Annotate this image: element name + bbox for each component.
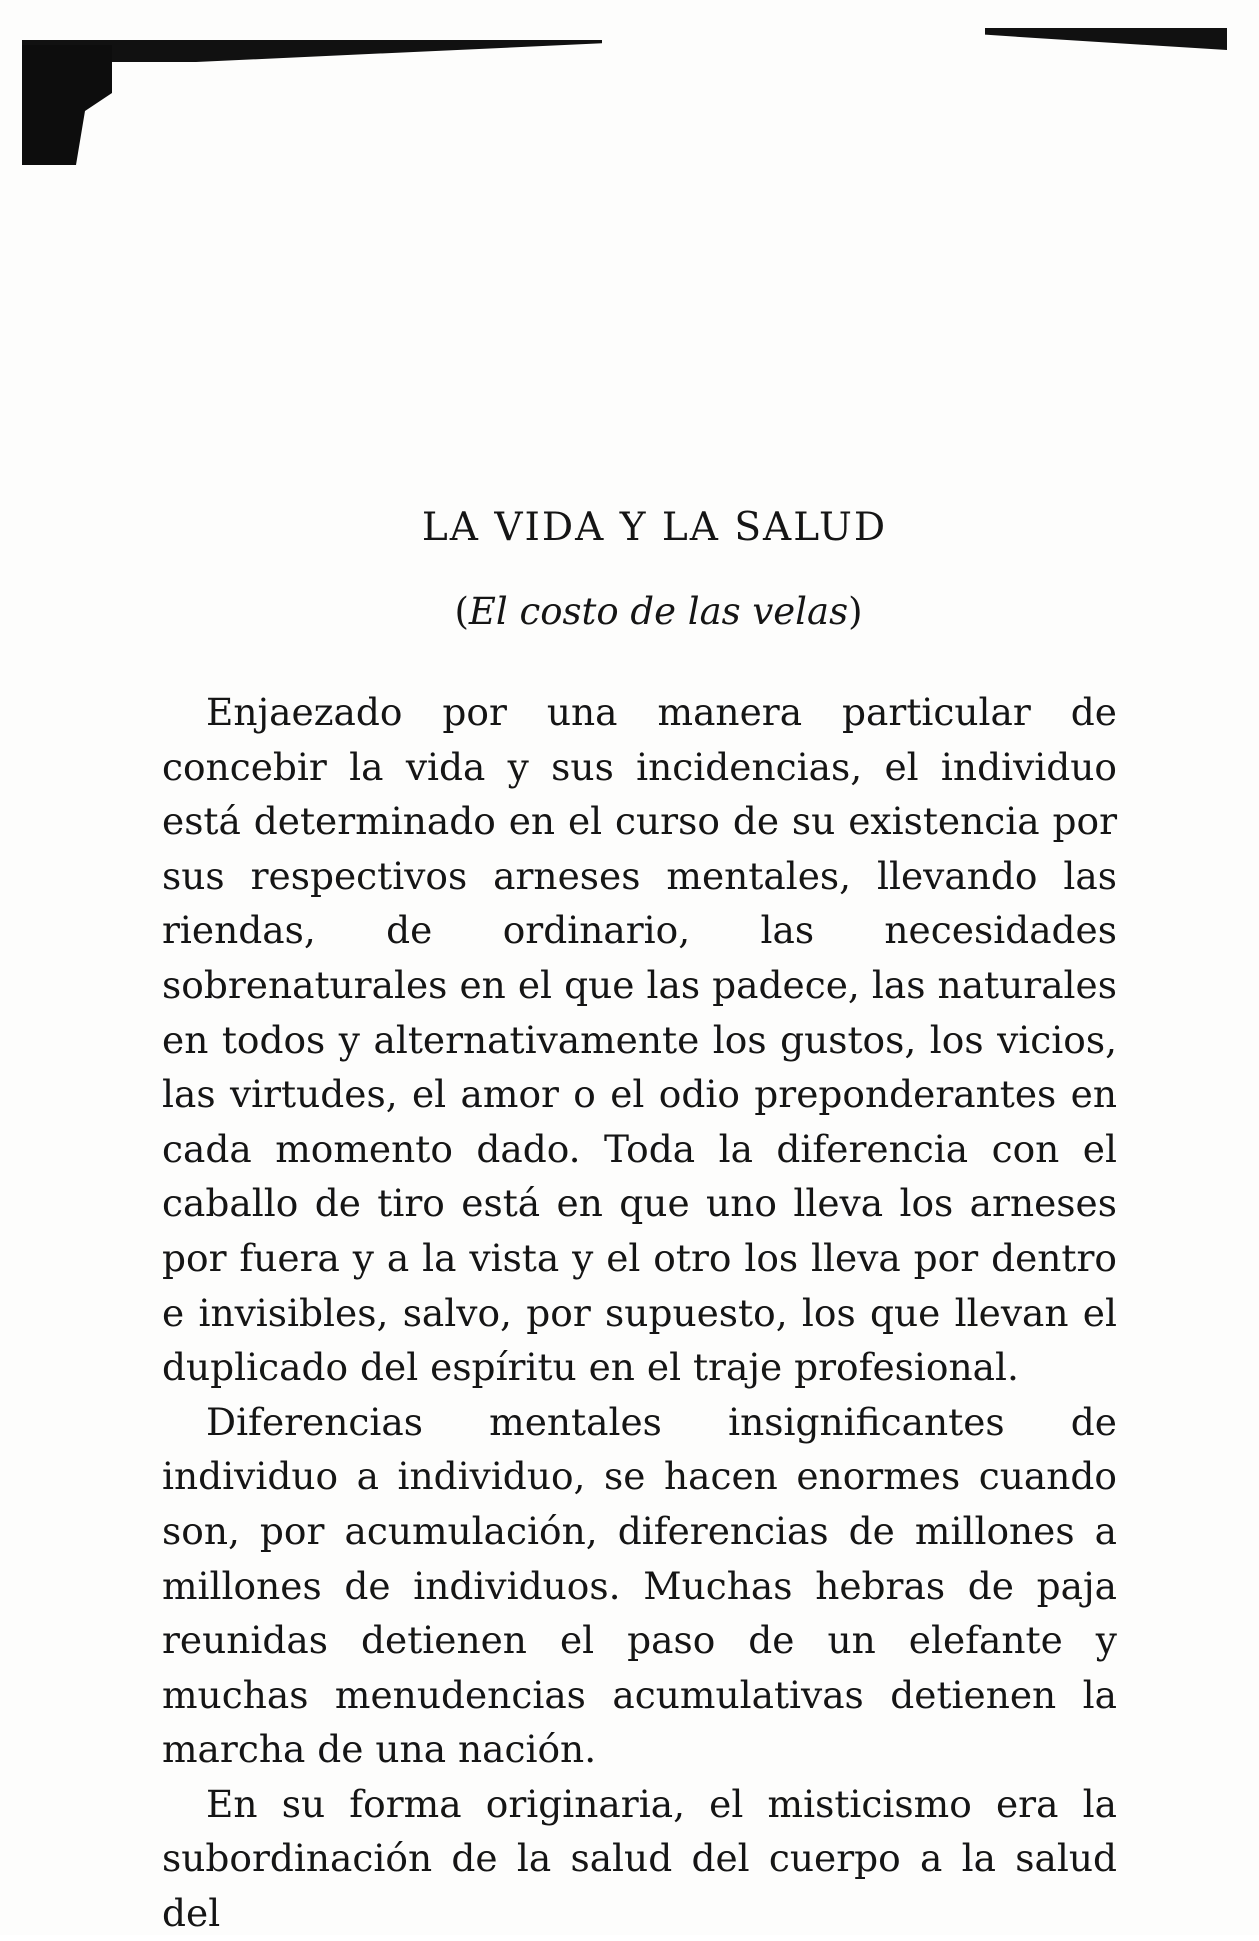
- paragraph: Enjaezado por una manera particular de concebir la vida y sus incidencias, el individuo está determinado en el curso de su existencia por sus respectivos arneses mentales, llevando las riendas, de ordinario, las necesidades sobrenaturales en el que las padece, las naturales en todos y alternativamente los gustos, los vicios, las virtudes, el amor o el odio preponderantes en cada momento dado. Toda la diferencia con el caballo de tiro está en que uno lleva los arneses por fuera y a la vista y el otro los lleva por dentro e invisibles, salvo, por supuesto, los que llevan el duplicado del espíritu en el traje profesional.: [162, 690, 1117, 1390]
- subtitle-text: El costo de las velas: [468, 590, 849, 633]
- scan-edge-shadow-right: [985, 28, 1227, 50]
- chapter-text: [162, 505, 1117, 1941]
- chapter-subtitle: [162, 590, 1117, 633]
- scan-corner-shadow: [22, 45, 112, 165]
- subtitle-close-paren: ): [848, 590, 863, 633]
- subtitle-open-paren: (: [454, 590, 469, 633]
- paragraph: Diferencias mentales insignificantes de individuo a individuo, se hacen enormes cuando son, por acumulación, diferencias de millones a millones de individuos. Muchas hebras de paja reunidas detienen el paso de un elefante y muchas menudencias acumulativas detienen la marcha de una nación.: [162, 1399, 1117, 1772]
- paragraph: En su forma originaria, el misticismo era la subordinación de la salud del cuerpo a la salud del: [162, 1781, 1117, 1936]
- chapter-title: LA VIDA Y LA SALUD: [421, 505, 888, 550]
